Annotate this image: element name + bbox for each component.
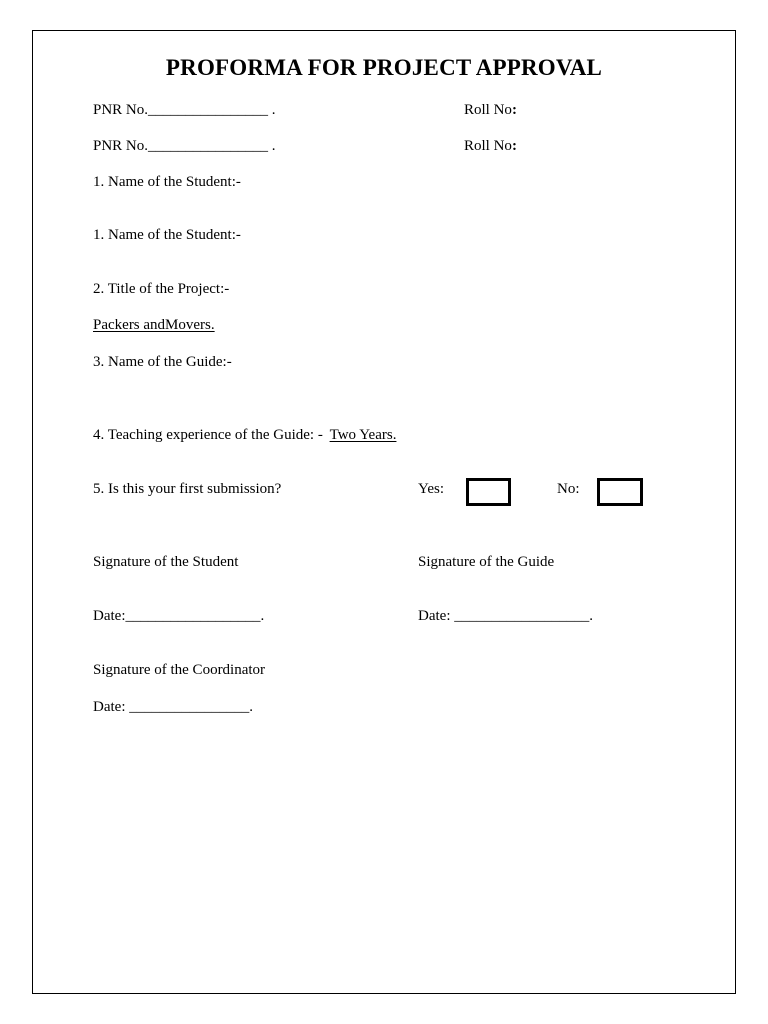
no-label: No: bbox=[557, 481, 580, 497]
no-checkbox[interactable] bbox=[597, 478, 643, 506]
coordinator-date-field[interactable]: Date: ________________. bbox=[93, 699, 253, 715]
student-name-label-1: 1. Name of the Student:- bbox=[93, 174, 241, 190]
guide-name-label: 3. Name of the Guide:- bbox=[93, 354, 232, 370]
first-submission-question: 5. Is this your first submission? bbox=[93, 481, 282, 497]
roll-no-label-2[interactable] bbox=[464, 137, 517, 155]
student-signature-label: Signature of the Student bbox=[93, 554, 239, 570]
teaching-experience-label: 4. Teaching experience of the Guide: - bbox=[93, 427, 323, 443]
teaching-experience-row bbox=[93, 426, 396, 444]
guide-signature-label: Signature of the Guide bbox=[418, 554, 555, 570]
pnr-field-1[interactable]: PNR No.________________ . bbox=[93, 102, 276, 118]
coordinator-signature-label: Signature of the Coordinator bbox=[93, 662, 266, 678]
form-title: PROFORMA FOR PROJECT APPROVAL bbox=[165, 55, 603, 80]
pnr-field-2[interactable]: PNR No.________________ . bbox=[93, 138, 276, 154]
student-name-label-2: 1. Name of the Student:- bbox=[93, 227, 241, 243]
student-date-field[interactable]: Date:__________________. bbox=[93, 608, 265, 624]
project-title-value[interactable]: Packers andMovers. bbox=[93, 317, 215, 333]
roll-no-colon-2: : bbox=[511, 138, 517, 154]
yes-label: Yes: bbox=[418, 481, 444, 497]
teaching-experience-value[interactable]: Two Years. bbox=[329, 427, 397, 443]
project-title-label: 2. Title of the Project:- bbox=[93, 281, 230, 297]
roll-no-label-1[interactable] bbox=[464, 101, 517, 119]
roll-no-text-1: Roll No bbox=[464, 102, 512, 118]
roll-no-text-2: Roll No bbox=[464, 138, 512, 154]
guide-date-field[interactable]: Date: __________________. bbox=[418, 608, 593, 624]
yes-checkbox[interactable] bbox=[466, 478, 511, 506]
roll-no-colon-1: : bbox=[511, 102, 517, 118]
